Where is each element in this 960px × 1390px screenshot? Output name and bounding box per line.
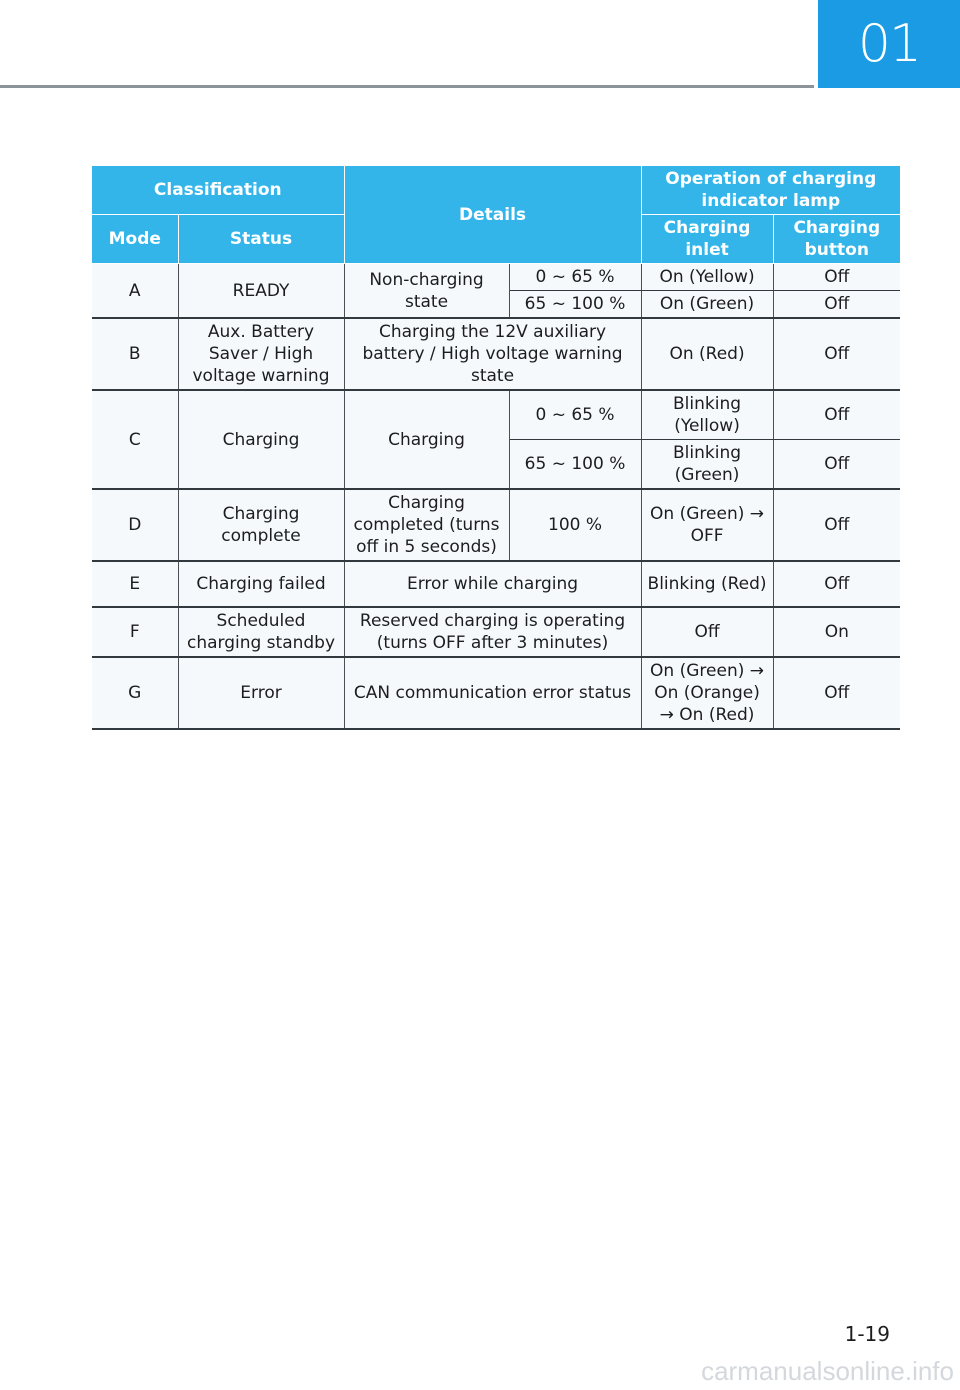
detail-cell: Charging completed (turns off in 5 seconds): [344, 489, 509, 561]
status-cell: Charging: [178, 390, 344, 489]
range-cell: 100 %: [509, 489, 641, 561]
table-row: [92, 489, 900, 561]
button-cell: Off: [773, 291, 900, 319]
chapter-tab: 01: [818, 0, 960, 88]
header-operation: Operation of charging indicator lamp: [641, 166, 900, 215]
table-row: [92, 561, 900, 607]
header-charging-inlet: Charging inlet: [641, 215, 773, 264]
inlet-cell: Blinking (Green): [641, 440, 773, 490]
button-cell: Off: [773, 390, 900, 440]
button-cell: Off: [773, 657, 900, 729]
table-row: [92, 390, 900, 440]
detail-cell: Charging the 12V auxiliary battery / High voltage warning state: [344, 318, 641, 390]
inlet-cell: On (Red): [641, 318, 773, 390]
header-mode: Mode: [92, 215, 178, 264]
mode-cell: A: [92, 264, 178, 319]
status-cell: Scheduled charging standby: [178, 607, 344, 657]
detail-cell: Error while charging: [344, 561, 641, 607]
status-cell: Aux. Battery Saver / High voltage warning: [178, 318, 344, 390]
header-charging-button: Charging button: [773, 215, 900, 264]
watermark: carmanualsonline.info: [701, 1356, 954, 1386]
button-cell: Off: [773, 561, 900, 607]
status-cell: Charging failed: [178, 561, 344, 607]
header-classification: Classification: [92, 166, 344, 215]
inlet-cell: Blinking (Yellow): [641, 390, 773, 440]
inlet-cell: On (Yellow): [641, 264, 773, 291]
button-cell: Off: [773, 264, 900, 291]
range-cell: 0 ~ 65 %: [509, 264, 641, 291]
inlet-cell: On (Green): [641, 291, 773, 319]
mode-cell: C: [92, 390, 178, 489]
table-row: [92, 264, 900, 291]
button-cell: Off: [773, 318, 900, 390]
mode-cell: D: [92, 489, 178, 561]
mode-cell: G: [92, 657, 178, 729]
button-cell: On: [773, 607, 900, 657]
status-cell: Error: [178, 657, 344, 729]
range-cell: 65 ~ 100 %: [509, 440, 641, 490]
inlet-cell: Off: [641, 607, 773, 657]
page-number: 1-19: [844, 1322, 890, 1346]
range-cell: 65 ~ 100 %: [509, 291, 641, 319]
charging-indicator-table: [92, 166, 900, 730]
status-cell: Charging complete: [178, 489, 344, 561]
inlet-cell: On (Green) → On (Orange) → On (Red): [641, 657, 773, 729]
header-rule: [0, 85, 814, 88]
button-cell: Off: [773, 440, 900, 490]
detail-cell: CAN communication error status: [344, 657, 641, 729]
header-status: Status: [178, 215, 344, 264]
inlet-cell: Blinking (Red): [641, 561, 773, 607]
header-details: Details: [344, 166, 641, 264]
button-cell: Off: [773, 489, 900, 561]
mode-cell: E: [92, 561, 178, 607]
detail-cell: Charging: [344, 390, 509, 489]
mode-cell: B: [92, 318, 178, 390]
detail-cell: Reserved charging is operating (turns OFF after 3 minutes): [344, 607, 641, 657]
inlet-cell: On (Green) → OFF: [641, 489, 773, 561]
table-row: [92, 657, 900, 729]
detail-cell: Non-charging state: [344, 264, 509, 319]
table-row: [92, 607, 900, 657]
range-cell: 0 ~ 65 %: [509, 390, 641, 440]
status-cell: READY: [178, 264, 344, 319]
mode-cell: F: [92, 607, 178, 657]
table-row: [92, 318, 900, 390]
